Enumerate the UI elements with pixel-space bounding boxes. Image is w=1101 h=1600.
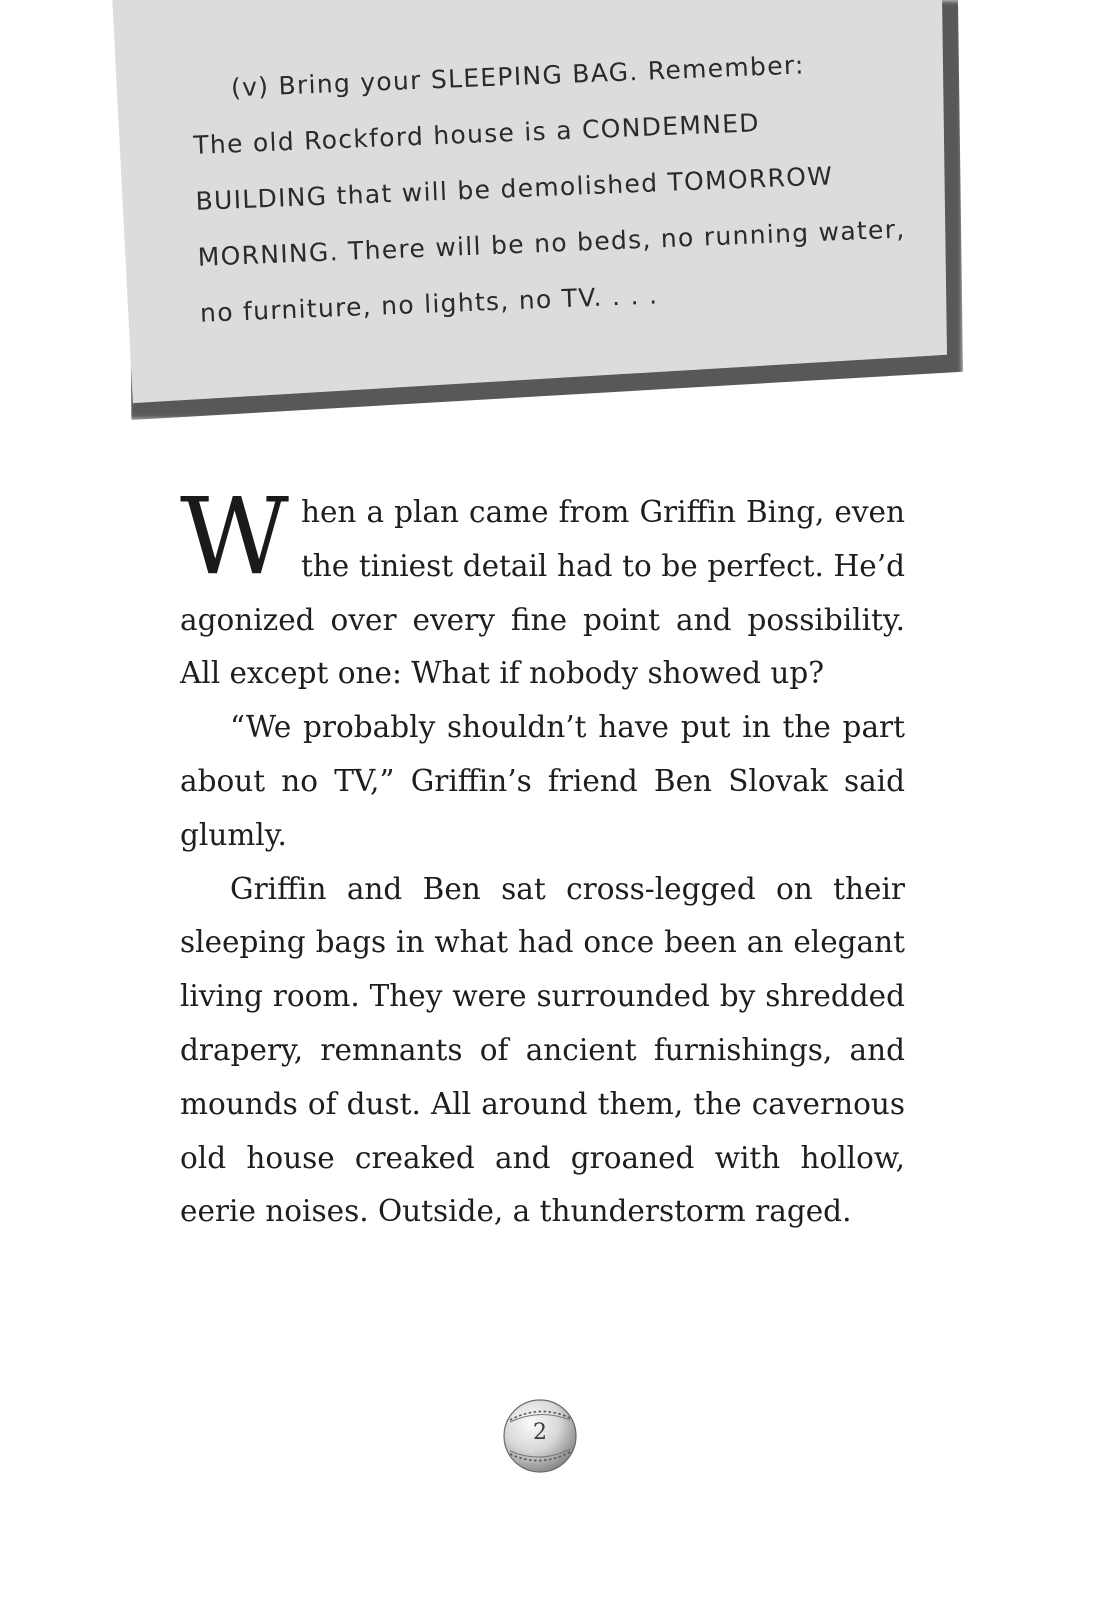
page-number: 2 xyxy=(533,1420,547,1445)
paragraph-3: Griffin and Ben sat cross-legged on their sleeping bags in what had once been an elegant living room. They were surrounded by shredded drapery, remnants of ancient furnishings, and mounds of dust. All around them, the cavernous old house creaked and groaned with hollow, eerie noises. Outside, a thunderstorm raged. xyxy=(180,871,905,1229)
paragraph-1-text: hen a plan came from Griffin Bing, even the tiniest detail had to be perfect. He’d agonized over every fine point and possibility. All except one: What if nobody showed up? xyxy=(180,495,905,691)
note-line: (v) Bring your SLEEPING BAG. Remember: xyxy=(230,50,806,103)
body-text xyxy=(180,475,905,1239)
note-line: The old Rockford house is a CONDEMNED xyxy=(192,108,761,160)
note-line: MORNING. There will be no beds, no running water, xyxy=(197,214,907,272)
note-text xyxy=(190,33,931,342)
page-number-badge xyxy=(502,1398,578,1474)
note-line: BUILDING that will be demolished TOMORROW xyxy=(195,161,834,216)
drop-cap: W xyxy=(180,475,289,598)
note-line: no furniture, no lights, no TV. . . . xyxy=(199,280,659,328)
paragraph-1 xyxy=(180,475,905,701)
paragraph-2: “We probably shouldn’t have put in the part about no TV,” Griffin’s friend Ben Slovak said glumly. xyxy=(180,710,905,852)
